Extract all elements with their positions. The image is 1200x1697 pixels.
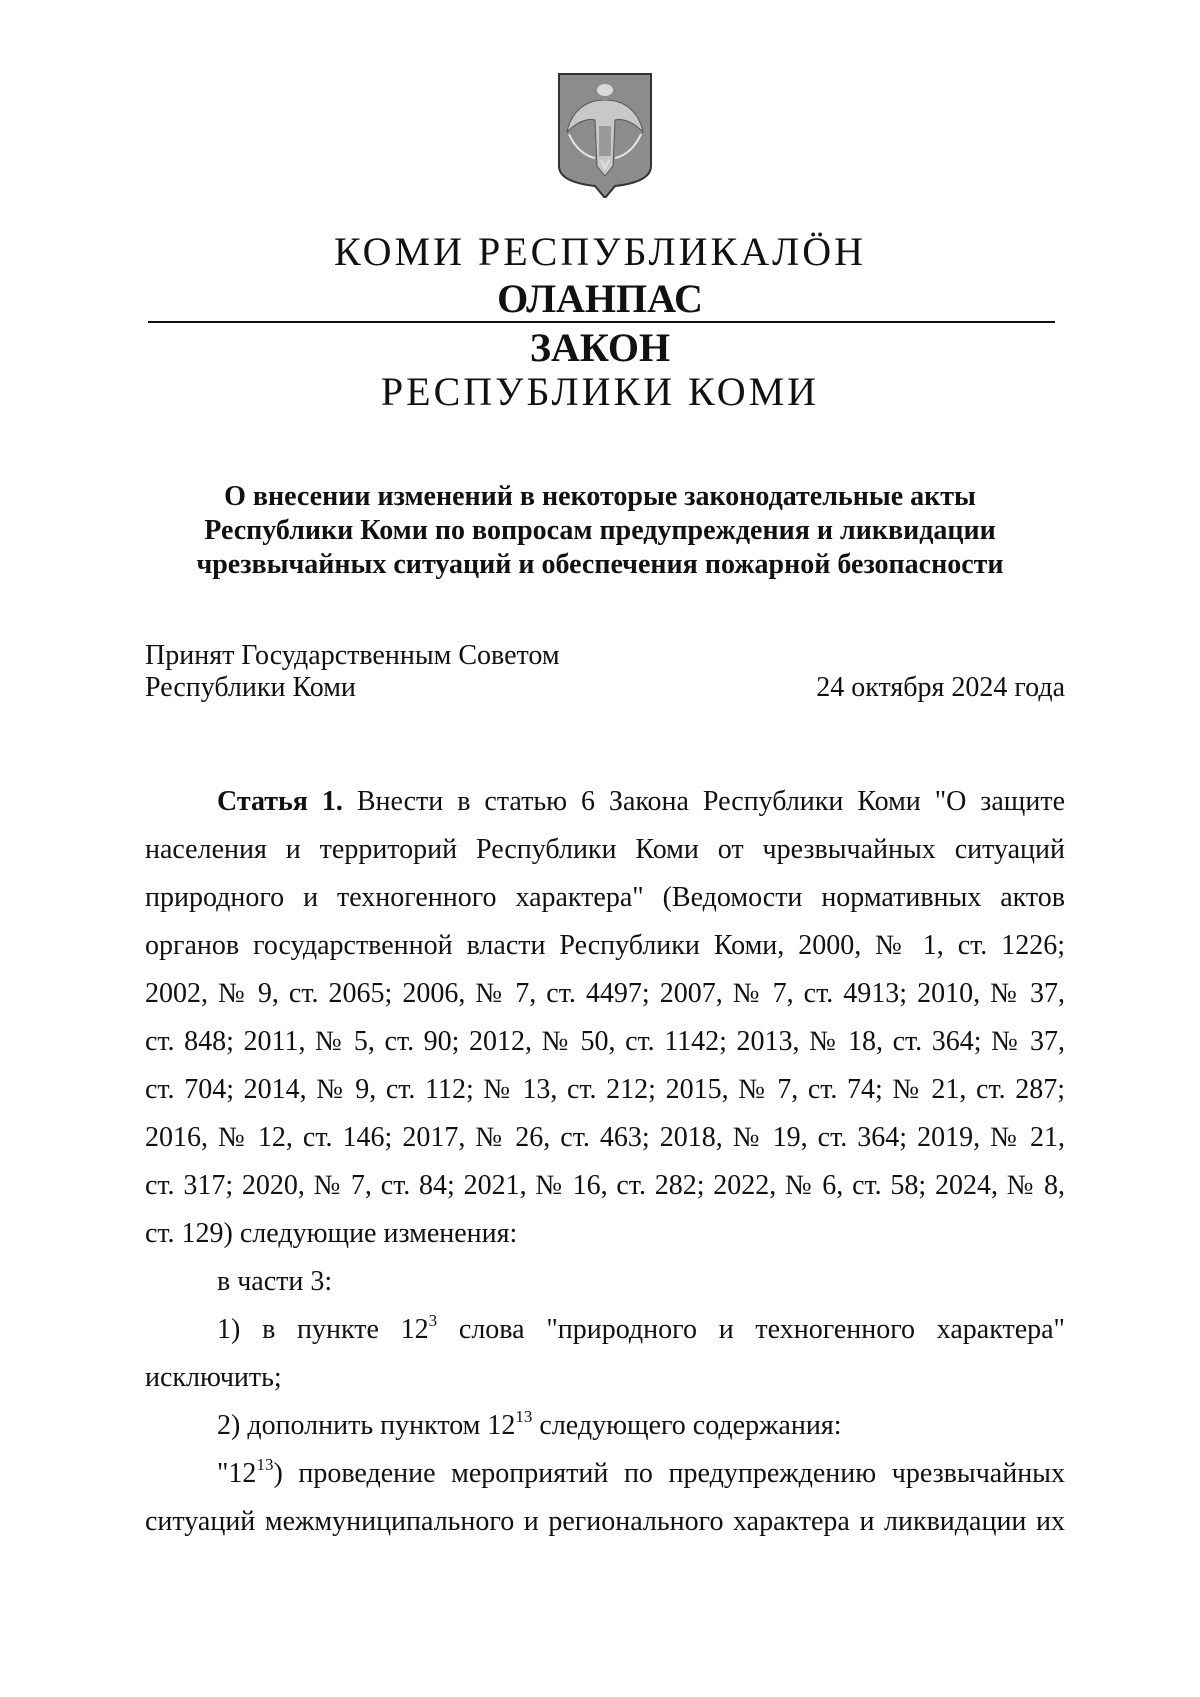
item-1-rest: слова "природного и техногенного характера" [437,1314,1065,1345]
article-line: природного и техногенного характера" (Ведомости нормативных актов [145,882,1065,913]
article-line: 2002, № 9, ст. 2065; 2006, № 7, ст. 4497; 2007, № 7, ст. 4913; 2010, № 37, [145,978,1065,1009]
article-line: населения и территорий Республики Коми от чрезвычайных ситуаций [145,834,1065,865]
article-line: ст. 317; 2020, № 7, ст. 84; 2021, № 16, ст. 282; 2022, № 6, ст. 58; 2024, № 8, [145,1170,1065,1201]
article-line: ст. 848; 2011, № 5, ст. 90; 2012, № 50, ст. 1142; 2013, № 18, ст. 364; № 37, [145,1026,1065,1057]
adoption-info [145,640,560,704]
quote-rest: ) проведение мероприятий по предупреждению чрезвычайных [273,1458,1065,1489]
law-title-line: О внесении изменений в некоторые законодательные акты [224,481,976,512]
law-heading: ЗАКОН [529,325,671,370]
item-2-rest: следующего содержания: [532,1410,842,1441]
article-line: ст. 704; 2014, № 9, ст. 112; № 13, ст. 212; 2015, № 7, ст. 74; № 21, ст. 287; [145,1074,1065,1105]
komi-law-heading: ОЛАНПАС [497,276,703,321]
article-body [145,778,1065,1546]
adoption-line: Республики Коми [145,672,356,703]
article-line: ст. 129) следующие изменения: [145,1218,518,1249]
law-title-line: Республики Коми по вопросам предупреждения и ликвидации [204,515,996,546]
item-1-prefix: 1) в пункте 12 [217,1314,429,1345]
article-line: 2016, № 12, ст. 146; 2017, № 26, ст. 463; 2018, № 19, ст. 364; 2019, № 21, [145,1122,1065,1153]
quote-sup: 13 [256,1455,274,1474]
adoption-line: Принят Государственным Советом [145,640,560,671]
quote-prefix: "12 [217,1458,257,1489]
item-1-continuation: исключить; [145,1362,282,1393]
komi-coat-of-arms-icon [555,70,655,198]
article-line [145,778,1065,826]
item-2-sup: 13 [515,1407,533,1426]
item-2-line [145,1402,1065,1450]
item-1-sup: 3 [428,1311,438,1330]
law-title [100,480,1100,582]
article-text: Внести в статью 6 Закона Республики Коми "О защите [356,786,1066,817]
komi-republic-heading: КОМИ РЕСПУБЛИКАЛӦН [333,229,867,274]
article-line: органов государственной власти Республики Коми, 2000, № 1, ст. 1226; [145,930,1065,961]
quote-line [145,1450,1065,1498]
part-heading: в части 3: [217,1266,333,1297]
article-label: Статья 1. [217,786,343,817]
quote-continuation: ситуаций межмуниципального и регионального характера и ликвидации их [145,1506,1065,1537]
item-2-prefix: 2) дополнить пунктом 12 [217,1410,516,1441]
law-title-line: чрезвычайных ситуаций и обеспечения пожарной безопасности [196,549,1004,580]
adoption-date: 24 октября 2024 года [816,672,1065,703]
republic-heading: РЕСПУБЛИКИ КОМИ [380,369,820,414]
item-1-line [145,1306,1065,1354]
